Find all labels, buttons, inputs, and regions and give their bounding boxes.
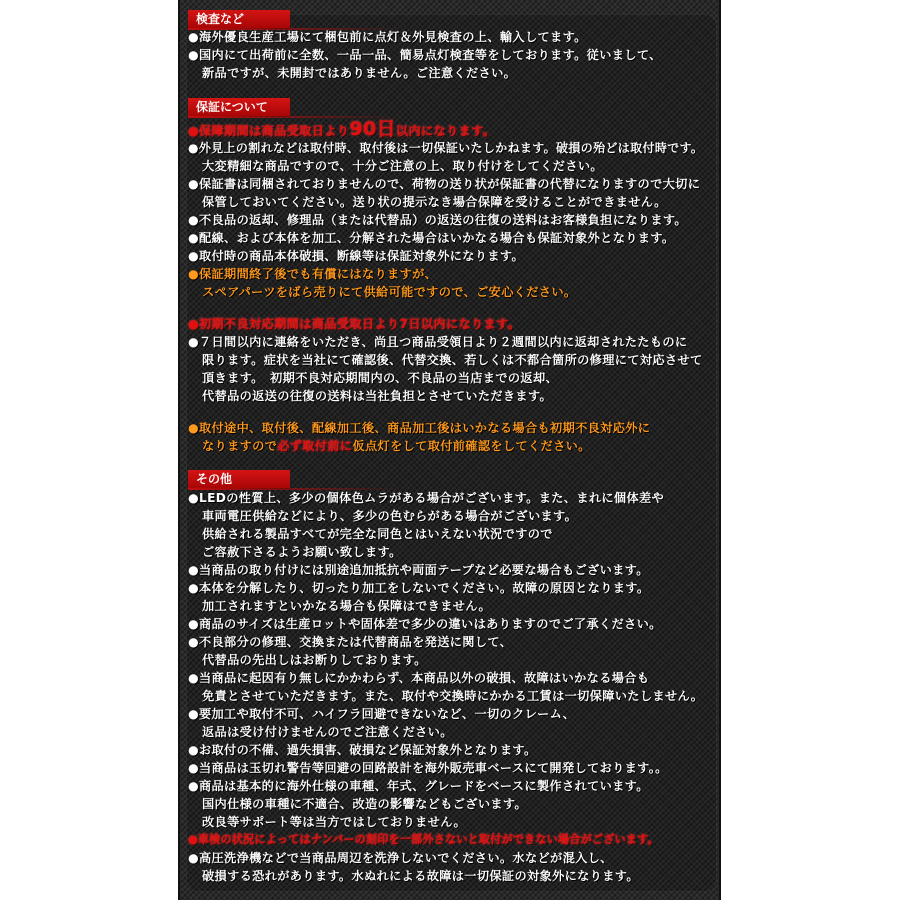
warranty-section-title: 保証について bbox=[188, 98, 290, 116]
warranty-period-prefix: ●保障期間は商品受取日より bbox=[188, 124, 350, 138]
initial-defect-title: ●初期不良対応期間は商品受取日より7日以内になります。 bbox=[188, 317, 521, 331]
other-line: 免責とさせていただきます。また、取付や交換時にかかる工賃は一切保障いたしません。 bbox=[202, 689, 704, 703]
install-warning-emphasis: 必ず取付前に bbox=[277, 439, 353, 453]
install-warning-part: 仮点灯をして取付前確認をしてください。 bbox=[352, 439, 591, 453]
other-line: ●高圧洗浄機などで当商品周辺を洗浄しないでください。水などが混入し、 bbox=[188, 851, 613, 865]
warranty-period-days: 90日 bbox=[349, 118, 396, 140]
other-line: 車両電圧供給などにより、多少の色むらがある場合がございます。 bbox=[202, 509, 578, 523]
other-line: 返品は受け付けませんのでご注意ください。 bbox=[202, 725, 453, 739]
inspection-line: ●国内にて出荷前に全数、一品一品、簡易点灯検査等をしております。従いまして、 bbox=[188, 48, 662, 62]
other-line: ●不良部分の修理、交換または代替商品を発送に関して、 bbox=[188, 635, 513, 649]
initial-defect-line: 限ります。症状を当社にて確認後、代替交換、若しくは不都合箇所の修理にて対応させて bbox=[202, 353, 703, 367]
other-line: ●当商品の取り付けには別途追加抵抗や両面テープなど必要な場合もございます。 bbox=[188, 563, 649, 577]
other-line: 加工されますといかなる場合も保障はできません。 bbox=[202, 599, 492, 613]
spare-parts-note: スペアパーツをばら売りにて供給可能ですので、ご安心ください。 bbox=[202, 285, 577, 299]
other-line: 国内仕様の車種に不適合、改造の影響などもございます。 bbox=[202, 797, 527, 811]
other-line: ●LEDの性質上、多少の個体色ムラがある場合がございます。また、まれに個体差や bbox=[188, 491, 665, 505]
initial-defect-line: 頂きます。 初期不良対応期間内の、不良品の当店までの返却、 bbox=[202, 371, 559, 385]
warranty-line: 保管しておいてください。送り状の提示なき場合保障を受けることができません。 bbox=[202, 195, 667, 209]
other-line: 供給される製品すべてが完全な同色とはいえない状況ですので bbox=[202, 527, 553, 541]
other-section-title: その他 bbox=[188, 470, 290, 488]
inspection-line: ●海外優良生産工場にて梱包前に点灯＆外見検査の上、輸入してます。 bbox=[188, 30, 587, 44]
install-warning: ●取付途中、取付後、配線加工後、商品加工後はいかなる場合も初期不良対応外に bbox=[188, 421, 651, 435]
other-line: ●お取付の不備、過失損害、破損など保証対象外となります。 bbox=[188, 743, 537, 757]
warranty-line: 大変精細な商品ですので、十分ご注意の上、取り付けをしてください。 bbox=[202, 159, 603, 173]
other-line: 代替品の先出しはお断りしております。 bbox=[202, 653, 427, 667]
license-plate-warning: ●車検の状況によってはナンバーの刻印を一部外さないと取付ができない場合がございます。 bbox=[188, 833, 659, 846]
other-line: 改良等サポート等は当方ではしておりません。 bbox=[202, 815, 467, 829]
other-line: ●本体を分解したり、切ったり加工をしないでください。故障の原因となります。 bbox=[188, 581, 650, 595]
warranty-line: ●取付時の商品本体破損、断線等は保証対象外になります。 bbox=[188, 249, 524, 263]
warranty-line: ●外見上の割れなどは取付時、取付後は一切保証いたしかねます。破損の殆どは取付時です。 bbox=[188, 141, 704, 155]
notice-panel bbox=[178, 0, 721, 900]
warranty-line: ●配線、および本体を加工、分解された場合はいかなる場合も保証対象外となります。 bbox=[188, 231, 675, 245]
initial-defect-line: ●７日間以内に連絡をいただき、尚且つ商品受領日より２週間以内に返却されたたものに bbox=[188, 335, 688, 349]
inspection-line: 新品ですが、未開封ではありません。ご注意ください。 bbox=[202, 66, 517, 80]
warranty-line: ●保証書は同梱されておりませんので、荷物の送り状が保証書の代替になりますので大切に bbox=[188, 177, 701, 191]
install-warning-part: なりますので bbox=[202, 439, 278, 453]
other-line: ご容赦下さるようお願い致します。 bbox=[202, 545, 402, 559]
inspection-section-title: 検査など bbox=[188, 10, 290, 28]
other-line: ●当商品は玉切れ警告等回避の回路設計を海外販売車ベースにて開発しております。。 bbox=[188, 761, 668, 775]
warranty-period-suffix: 以内になります。 bbox=[395, 124, 496, 138]
initial-defect-line: 代替品の返送の往復の送料は当社負担とさせていただきます。 bbox=[202, 389, 553, 403]
warranty-line: ●不良品の返却、修理品（または代替品）の返送の往復の送料はお客様負担になります。 bbox=[188, 213, 687, 227]
spare-parts-note: ●保証期間終了後でも有償にはなりますが、 bbox=[188, 267, 438, 281]
install-warning bbox=[202, 437, 591, 455]
other-line: ●当商品に起因有り無しにかかわらず、本商品以外の破損、故障はいかなる場合も bbox=[188, 671, 650, 685]
other-line: ●要加工や取付不可、ハイフラ回避できないなど、一切のクレーム、 bbox=[188, 707, 576, 721]
other-line: ●商品は基本的に海外仕様の車種、年式、グレードをベースに製作されています。 bbox=[188, 779, 649, 793]
other-line: 破損する恐れがあります。水ぬれによる故障は一切保証の対象外になります。 bbox=[202, 869, 639, 883]
other-line: ●商品のサイズは生産ロットや固体差で多少の違いはありますのでご了承ください。 bbox=[188, 617, 662, 631]
